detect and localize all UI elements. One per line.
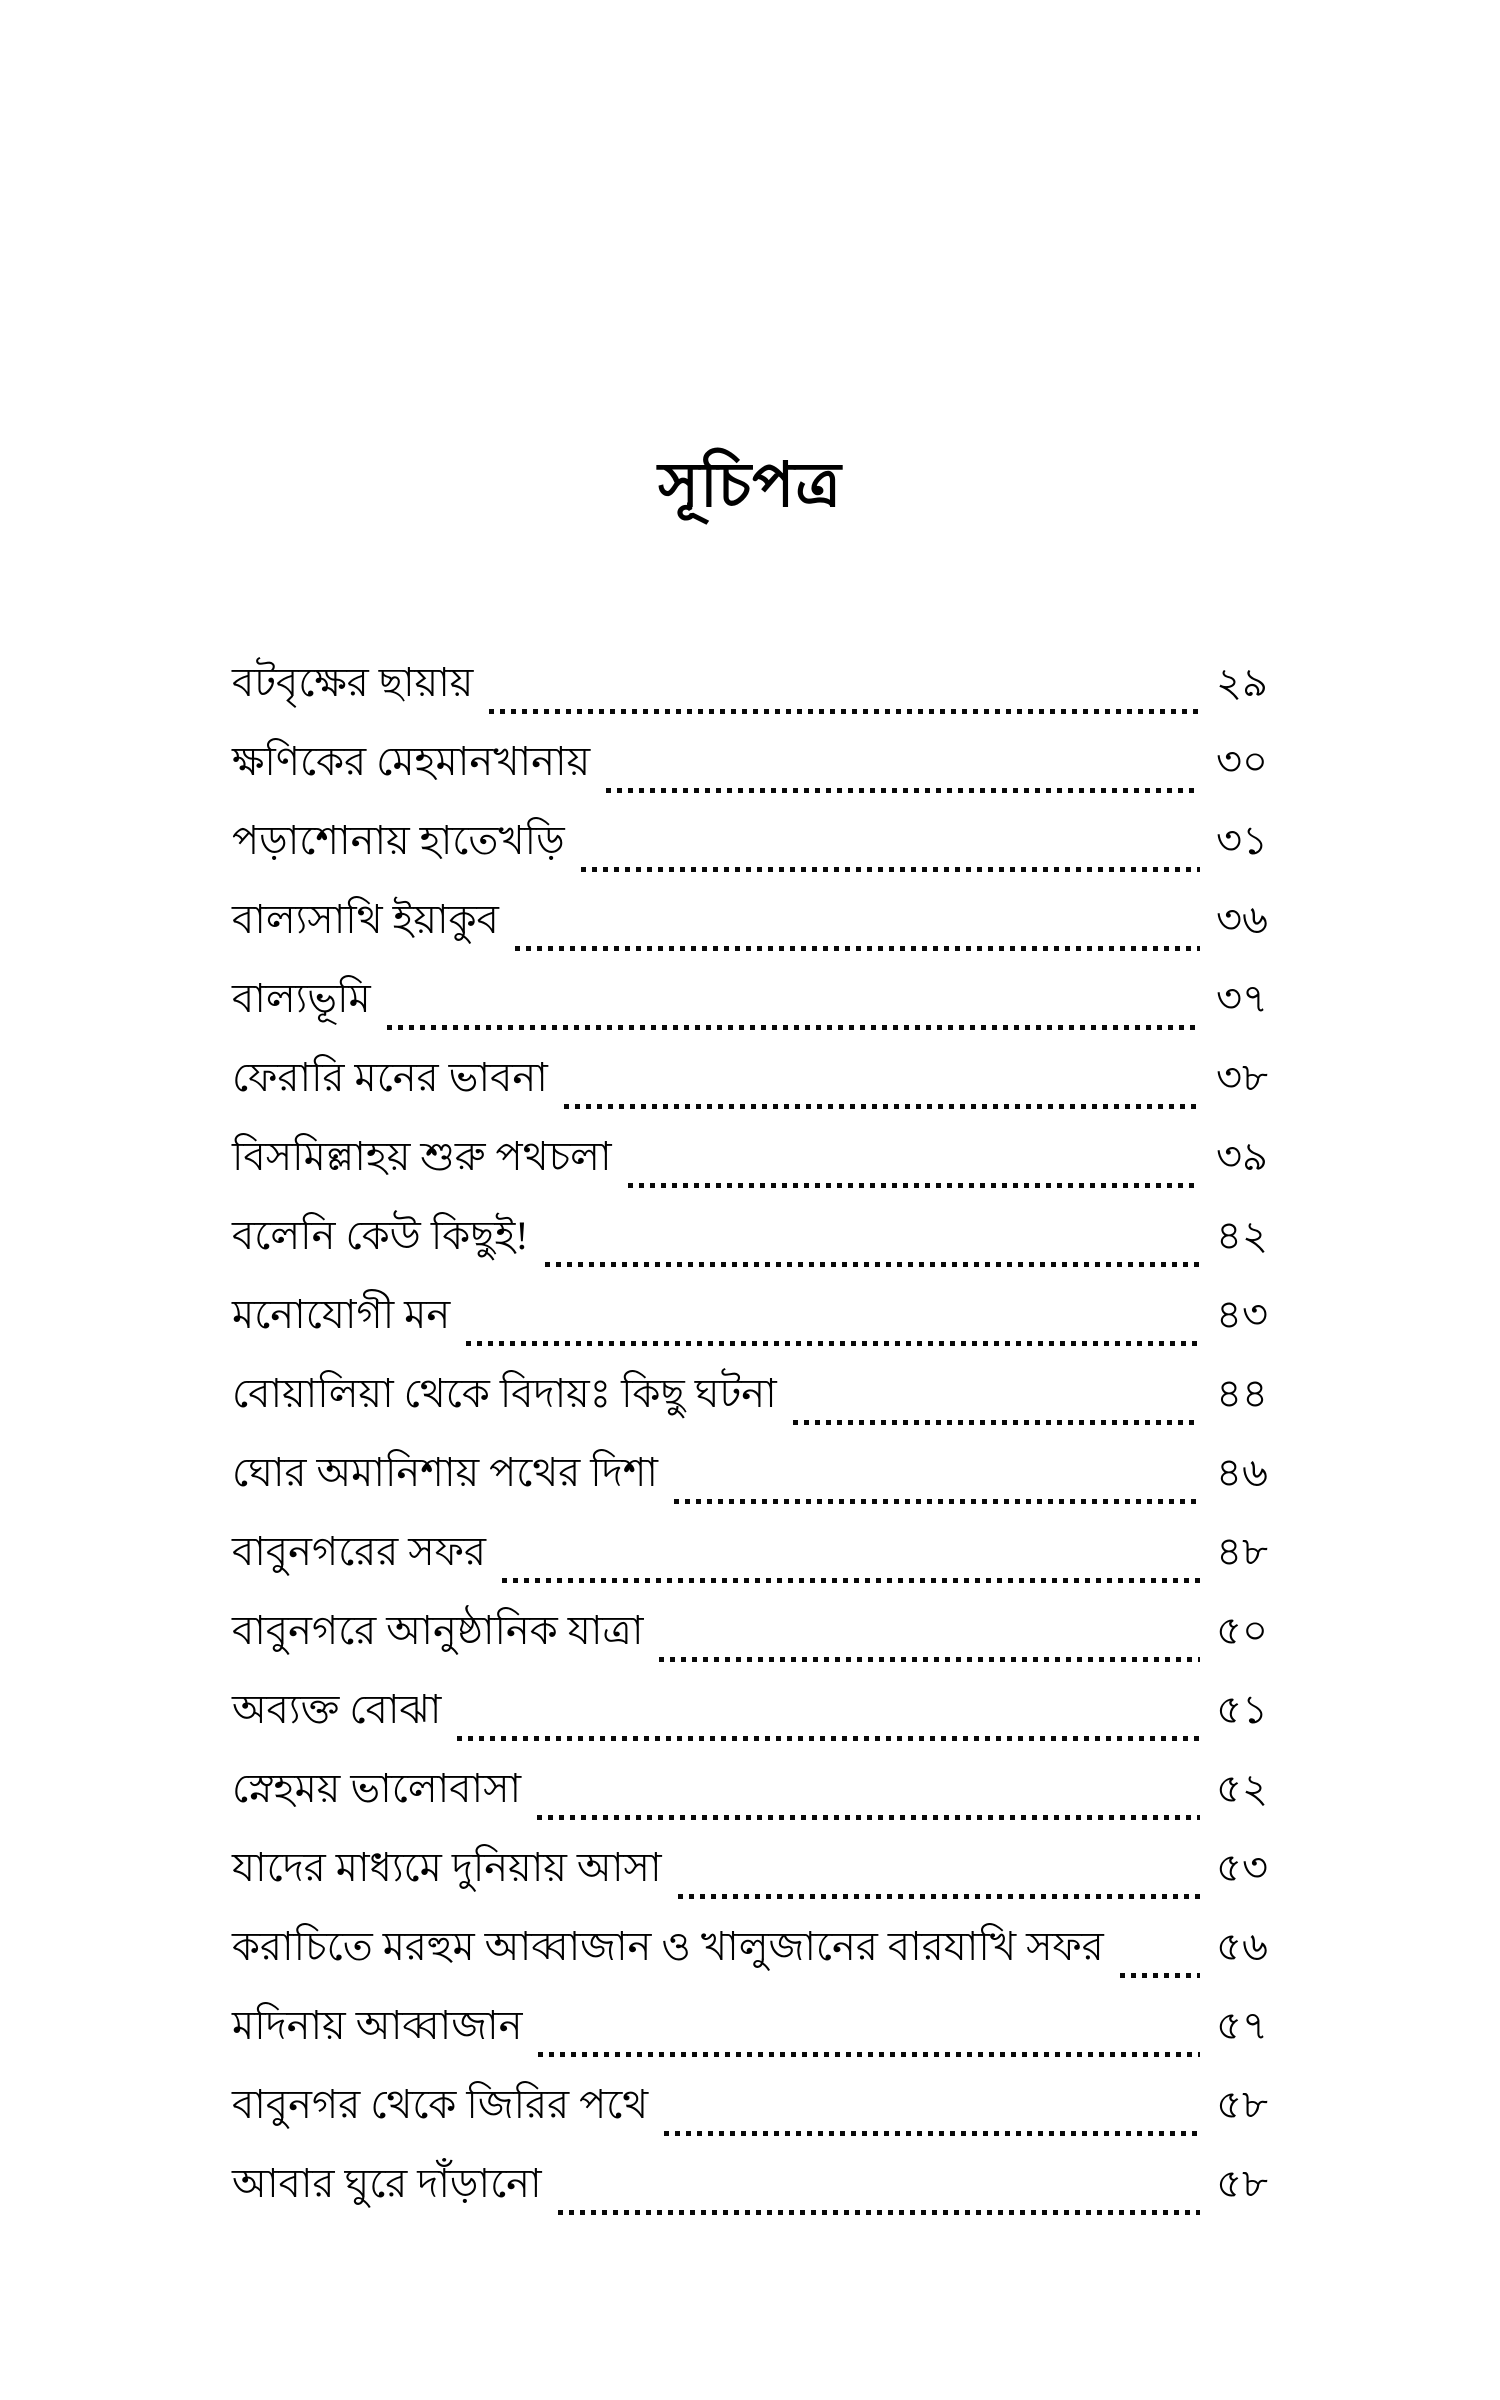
dotted-leader (606, 788, 1200, 793)
toc-entry-title: করাচিতে মরহুম আব্বাজান ও খালুজানের বারযাখি সফর (232, 1923, 1104, 1969)
toc-entry-page-number: ৪৬ (1216, 1449, 1268, 1495)
toc-entry-page-number: ৩৬ (1215, 896, 1268, 942)
toc-entry-row (232, 1586, 1268, 1665)
dotted-leader (489, 709, 1200, 714)
toc-entry-row (232, 1270, 1268, 1349)
toc-entry-row (232, 954, 1268, 1033)
dotted-leader (558, 2210, 1200, 2215)
toc-entry-title: বাবুনগরে আনুষ্ঠানিক যাত্রা (232, 1607, 644, 1653)
toc-entry-row (232, 1033, 1268, 1112)
dotted-leader (457, 1736, 1200, 1741)
toc-entry-page-number: ৩০ (1215, 738, 1268, 784)
toc-entry-title: বটবৃক্ষের ছায়ায় (232, 659, 474, 705)
toc-entry-title: বাবুনগরের সফর (232, 1528, 486, 1574)
toc-entry-page-number: ৫১ (1216, 1686, 1268, 1732)
toc-entry-row (232, 1428, 1268, 1507)
toc-entry-title: বোয়ালিয়া থেকে বিদায়ঃ কিছু ঘটনা (232, 1370, 777, 1416)
dotted-leader (581, 867, 1200, 872)
dotted-leader (564, 1104, 1200, 1109)
toc-entry-title: অব্যক্ত বোঝা (232, 1686, 442, 1732)
dotted-leader (659, 1657, 1200, 1662)
toc-entry-row (232, 2060, 1268, 2139)
toc-entry-page-number: ২৯ (1216, 659, 1268, 705)
toc-entry-page-number: ৩৮ (1216, 1054, 1268, 1100)
toc-entry-title: স্নেহময় ভালোবাসা (232, 1765, 522, 1811)
toc-entry-title: যাদের মাধ্যমে দুনিয়ায় আসা (232, 1844, 662, 1890)
toc-entry-row (232, 1744, 1268, 1823)
toc-entry-page-number: ৪২ (1216, 1212, 1268, 1258)
dotted-leader (674, 1499, 1200, 1504)
toc-entry-row (232, 1191, 1268, 1270)
toc-entry-row (232, 638, 1268, 717)
toc-entry-title: আবার ঘুরে দাঁড়ানো (232, 2160, 542, 2206)
toc-entry-page-number: ৪৪ (1216, 1370, 1268, 1416)
toc-entry-page-number: ৫০ (1216, 1607, 1268, 1653)
toc-entry-row (232, 1665, 1268, 1744)
dotted-leader (678, 1894, 1200, 1899)
toc-entry-title: মদিনায় আব্বাজান (232, 2002, 523, 2048)
dotted-leader (538, 2052, 1200, 2057)
toc-entry-page-number: ৫২ (1216, 1765, 1268, 1811)
toc-entry-page-number: ৫৭ (1216, 2002, 1268, 2048)
dotted-leader (1120, 1973, 1200, 1978)
toc-entry-page-number: ৫৮ (1216, 2081, 1268, 2127)
dotted-leader (793, 1420, 1200, 1425)
toc-entry-title: ফেরারি মনের ভাবনা (232, 1054, 548, 1100)
toc-entry-page-number: ৩৭ (1215, 975, 1268, 1021)
toc-entry-row (232, 1112, 1268, 1191)
dotted-leader (628, 1183, 1200, 1188)
toc-entry-row (232, 717, 1268, 796)
toc-entry-title: বাল্যসাথি ইয়াকুব (232, 896, 499, 942)
toc-entry-row (232, 796, 1268, 875)
toc-entry-row (232, 1902, 1268, 1981)
dotted-leader (515, 946, 1200, 951)
toc-entry-title: বাল্যভূমি (232, 975, 371, 1021)
toc-entry-title: ঘোর অমানিশায় পথের দিশা (232, 1449, 658, 1495)
dotted-leader (537, 1815, 1200, 1820)
toc-entry-title: বলেনি কেউ কিছুই! (232, 1212, 529, 1258)
toc-entry-title: মনোযোগী মন (232, 1291, 451, 1337)
toc-list (232, 638, 1268, 2218)
toc-entry-page-number: ৫৩ (1216, 1844, 1268, 1890)
toc-entry-page-number: ৩৯ (1216, 1133, 1268, 1179)
dotted-leader (545, 1262, 1200, 1267)
toc-entry-row (232, 1507, 1268, 1586)
toc-entry-page-number: ৫৮ (1216, 2160, 1268, 2206)
dotted-leader (502, 1578, 1200, 1583)
toc-entry-page-number: ৪৮ (1216, 1528, 1268, 1574)
toc-entry-page-number: ৩১ (1216, 817, 1268, 863)
toc-entry-title: ক্ষণিকের মেহমানখানায় (232, 738, 591, 784)
page-title: সূচিপত্র (658, 452, 842, 520)
toc-entry-page-number: ৪৩ (1216, 1291, 1268, 1337)
dotted-leader (664, 2131, 1200, 2136)
toc-entry-row (232, 875, 1268, 954)
toc-entry-row (232, 1823, 1268, 1902)
toc-entry-title: বিসমিল্লাহয় শুরু পথচলা (232, 1133, 612, 1179)
toc-entry-page-number: ৫৬ (1216, 1923, 1268, 1969)
toc-entry-row (232, 1981, 1268, 2060)
toc-entry-row (232, 2139, 1268, 2218)
toc-entry-title: বাবুনগর থেকে জিরির পথে (232, 2081, 649, 2127)
dotted-leader (387, 1025, 1200, 1030)
toc-entry-title: পড়াশোনায় হাতেখড়ি (232, 817, 565, 863)
dotted-leader (466, 1341, 1200, 1346)
toc-entry-row (232, 1349, 1268, 1428)
